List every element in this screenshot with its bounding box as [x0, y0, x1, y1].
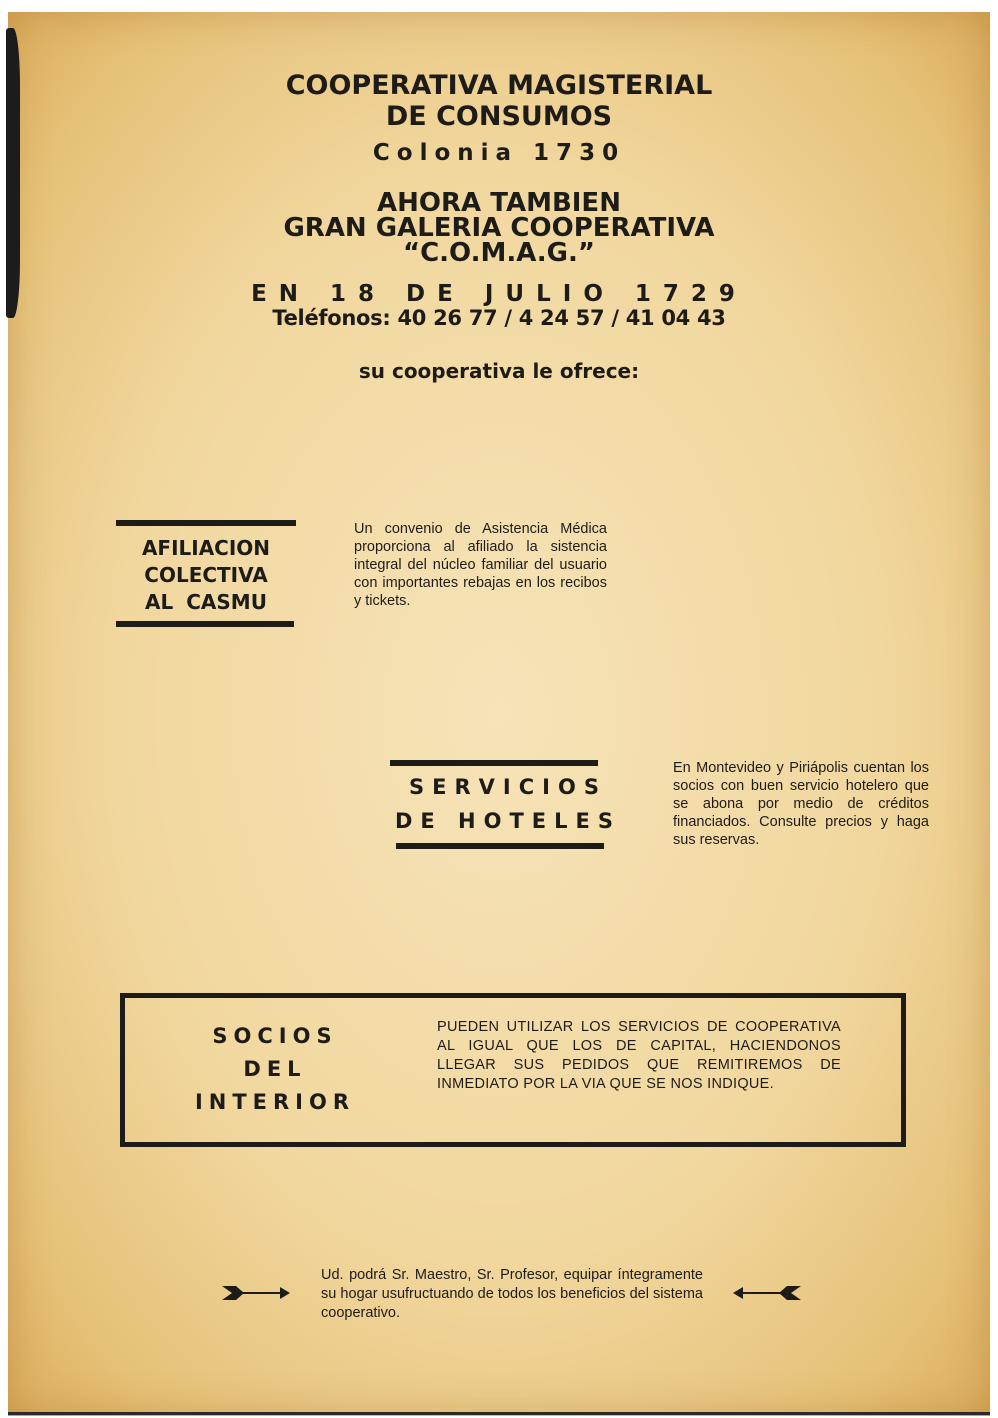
footer-message: Ud. podrá Sr. Maestro, Sr. Profesor, equipar íntegramente su hogar usufructuando de todos los beneficios del sistema cooperativo.	[321, 1267, 703, 1321]
hoteles-top-rule	[390, 760, 598, 766]
title-line-2: DE CONSUMOS	[385, 101, 613, 132]
announcement	[0, 188, 998, 268]
phone-numbers: Teléfonos: 40 26 77 / 4 24 57 / 41 04 43	[272, 306, 726, 330]
hoteles-heading	[392, 770, 624, 838]
address-colonia: Colonia 1730	[372, 140, 626, 166]
title-line-1: COOPERATIVA MAGISTERIAL	[285, 70, 713, 101]
casmu-top-rule	[116, 520, 296, 526]
bottom-edge	[8, 1412, 990, 1415]
hoteles-bottom-rule	[396, 843, 604, 849]
interior-heading-line-1: SOCIOS	[212, 1024, 338, 1048]
offer-intro: su cooperativa le ofrece:	[358, 359, 640, 383]
casmu-description: Un convenio de Asistencia Médica proporciona al afiliado la sistencia integral del núcleo familiar del usuario con importantes rebajas en los recibos y tickets.	[354, 521, 607, 609]
announce-line-1: AHORA TAMBIEN	[377, 188, 621, 218]
hoteles-heading-line-1: SERVICIOS	[409, 775, 607, 799]
hoteles-description: En Montevideo y Piriápolis cuentan los socios con buen servicio hotelero que se abona por medio de créditos financiados. Consulte precios y haga sus reservas.	[673, 760, 929, 848]
interior-description: PUEDEN UTILIZAR LOS SERVICIOS DE COOPERATIVA AL IGUAL QUE LOS DE CAPITAL, HACIENDONOS LLEGAR SUS PEDIDOS QUE REMITIREMOS DE INMEDIATO POR LA VIA QUE SE NOS INDIQUE.	[437, 1019, 841, 1092]
casmu-bottom-rule	[116, 621, 294, 627]
interior-heading	[170, 1020, 380, 1119]
interior-heading-line-3: INTERIOR	[194, 1090, 356, 1114]
announce-line-2: GRAN GALERIA COOPERATIVA	[283, 213, 715, 243]
casmu-heading-line-2: COLECTIVA	[144, 563, 268, 587]
casmu-heading-line-3: AL CASMU	[145, 590, 267, 614]
arrow-left-icon	[731, 1283, 801, 1303]
interior-heading-line-2: DEL	[243, 1057, 307, 1081]
announce-line-3: “C.O.M.A.G.”	[403, 238, 595, 268]
hoteles-heading-line-2: DE HOTELES	[394, 809, 622, 833]
casmu-heading-line-1: AFILIACION	[141, 536, 271, 560]
cooperative-title	[0, 70, 998, 132]
casmu-heading	[116, 535, 296, 616]
address-18-de-julio: EN 18 DE JULIO 1729	[251, 281, 747, 307]
arrow-right-icon	[222, 1283, 292, 1303]
